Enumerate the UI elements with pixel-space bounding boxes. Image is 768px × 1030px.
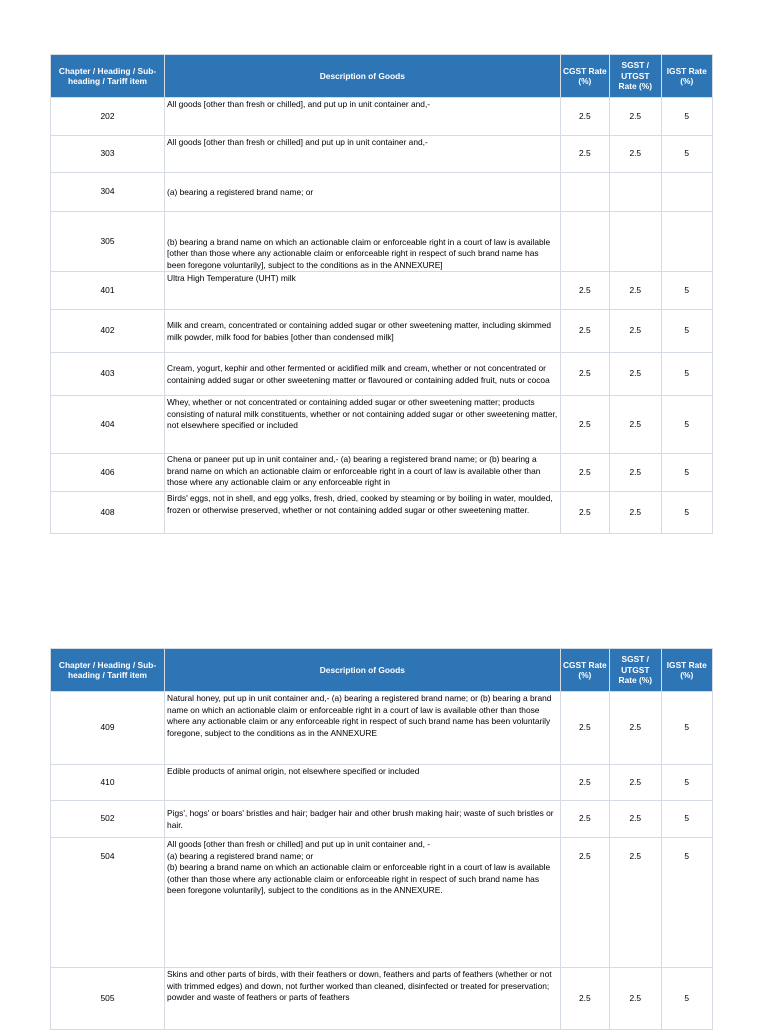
header-igst: IGST Rate (%) — [661, 55, 713, 98]
goods-description: Whey, whether or not concentrated or containing added sugar or other sweetening matter; products consisting of natural milk constituents, whether or not containing added sugar or other sweetening matter, not elsewhere specified or included — [165, 396, 561, 454]
table-row — [51, 173, 713, 212]
sgst-rate: 2.5 — [610, 396, 661, 454]
table-row — [51, 353, 713, 396]
igst-rate — [661, 173, 713, 212]
cgst-rate: 2.5 — [560, 310, 609, 353]
cgst-rate — [560, 173, 609, 212]
igst-rate: 5 — [661, 310, 713, 353]
goods-description: Milk and cream, concentrated or containing added sugar or other sweetening matter, including skimmed milk powder, milk food for babies [other than condensed milk] — [165, 310, 561, 353]
sgst-rate: 2.5 — [610, 454, 661, 492]
header-description: Description of Goods — [165, 649, 561, 692]
table-row — [51, 310, 713, 353]
goods-description: (b) bearing a brand name on which an actionable claim or enforceable right in a court of law is available [other than those where any actionable claim or enforceable right in respect of such brand name has been foregone voluntarily], subject to the conditions as in the ANNEXURE] — [165, 212, 561, 272]
table-row — [51, 838, 713, 968]
igst-rate: 5 — [661, 968, 713, 1030]
header-chapter: Chapter / Heading / Sub-heading / Tariff item — [51, 55, 165, 98]
cgst-rate: 2.5 — [560, 98, 609, 136]
cgst-rate: 2.5 — [560, 838, 609, 968]
goods-description — [165, 838, 561, 968]
gst-rate-table-1 — [50, 54, 713, 534]
cgst-rate: 2.5 — [560, 454, 609, 492]
igst-rate: 5 — [661, 838, 713, 968]
igst-rate: 5 — [661, 765, 713, 801]
goods-description-text: Chena or paneer put up in unit container and,- (a) bearing a registered brand name; or (b) bearing a brand name on which an actionable claim or enforceable right in a court of law is available other than those where any actionable claim or any enforceable right in — [167, 454, 541, 487]
sgst-rate: 2.5 — [610, 838, 661, 968]
sgst-rate — [610, 173, 661, 212]
goods-description — [165, 454, 561, 492]
tariff-code: 401 — [51, 272, 165, 310]
goods-description: Edible products of animal origin, not elsewhere specified or included — [165, 765, 561, 801]
goods-description: (a) bearing a registered brand name; or — [165, 173, 561, 212]
tariff-code: 402 — [51, 310, 165, 353]
igst-rate: 5 — [661, 801, 713, 838]
tariff-code: 303 — [51, 136, 165, 173]
tariff-code: 202 — [51, 98, 165, 136]
table-row — [51, 272, 713, 310]
igst-rate: 5 — [661, 98, 713, 136]
sgst-rate: 2.5 — [610, 272, 661, 310]
header-sgst: SGST / UTGST Rate (%) — [610, 55, 661, 98]
goods-description: Skins and other parts of birds, with their feathers or down, feathers and parts of feathers (whether or not with trimmed edges) and down, not further worked than cleaned, disinfected or treated for preservation; powder and waste of feathers or parts of feathers — [165, 968, 561, 1030]
tariff-code: 505 — [51, 968, 165, 1030]
igst-rate: 5 — [661, 692, 713, 765]
cgst-rate: 2.5 — [560, 692, 609, 765]
table-row — [51, 136, 713, 173]
igst-rate: 5 — [661, 454, 713, 492]
table-row — [51, 492, 713, 534]
sgst-rate: 2.5 — [610, 310, 661, 353]
sgst-rate: 2.5 — [610, 136, 661, 173]
igst-rate: 5 — [661, 396, 713, 454]
header-cgst: CGST Rate (%) — [560, 55, 609, 98]
table-row — [51, 98, 713, 136]
goods-description: Pigs', hogs' or boars' bristles and hair; badger hair and other brush making hair; waste of such bristles or hair. — [165, 801, 561, 838]
sgst-rate: 2.5 — [610, 692, 661, 765]
goods-description: All goods [other than fresh or chilled] and put up in unit container and,- — [165, 136, 561, 173]
header-description: Description of Goods — [165, 55, 561, 98]
tariff-code: 409 — [51, 692, 165, 765]
table-row — [51, 212, 713, 272]
goods-description: Cream, yogurt, kephir and other fermented or acidified milk and cream, whether or not concentrated or containing added sugar or other sweetening matter or flavoured or containing added fruit, nuts or cocoa — [165, 353, 561, 396]
igst-rate: 5 — [661, 272, 713, 310]
igst-rate — [661, 212, 713, 272]
description-intro: All goods [other than fresh or chilled] and put up in unit container and, - — [167, 839, 431, 849]
tariff-code: 305 — [51, 212, 165, 272]
description-clause-a: (a) bearing a registered brand name; or — [167, 850, 314, 861]
sgst-rate: 2.5 — [610, 98, 661, 136]
table-row — [51, 396, 713, 454]
sgst-rate: 2.5 — [610, 353, 661, 396]
cgst-rate: 2.5 — [560, 765, 609, 801]
table-row — [51, 801, 713, 838]
table-row — [51, 454, 713, 492]
tariff-code: 504 — [51, 838, 165, 968]
tariff-code: 406 — [51, 454, 165, 492]
sgst-rate: 2.5 — [610, 968, 661, 1030]
cgst-rate: 2.5 — [560, 492, 609, 534]
table-header-row — [51, 649, 713, 692]
table-row — [51, 968, 713, 1030]
gst-rate-table-2 — [50, 648, 713, 1030]
sgst-rate — [610, 212, 661, 272]
table-row — [51, 765, 713, 801]
header-igst: IGST Rate (%) — [661, 649, 713, 692]
igst-rate: 5 — [661, 492, 713, 534]
header-cgst: CGST Rate (%) — [560, 649, 609, 692]
goods-description: All goods [other than fresh or chilled], and put up in unit container and,- — [165, 98, 561, 136]
goods-description: Birds' eggs, not in shell, and egg yolks, fresh, dried, cooked by steaming or by boiling in water, moulded, frozen or otherwise preserved, whether or not containing added sugar or other sweetening matter. — [165, 492, 561, 534]
tariff-code: 410 — [51, 765, 165, 801]
sgst-rate: 2.5 — [610, 801, 661, 838]
goods-description: Ultra High Temperature (UHT) milk — [165, 272, 561, 310]
header-sgst: SGST / UTGST Rate (%) — [610, 649, 661, 692]
tariff-code: 304 — [51, 173, 165, 212]
tariff-code: 502 — [51, 801, 165, 838]
igst-rate: 5 — [661, 353, 713, 396]
tariff-code: 403 — [51, 353, 165, 396]
cgst-rate: 2.5 — [560, 353, 609, 396]
table-row — [51, 692, 713, 765]
sgst-rate: 2.5 — [610, 765, 661, 801]
tariff-code: 404 — [51, 396, 165, 454]
cgst-rate: 2.5 — [560, 801, 609, 838]
cgst-rate — [560, 212, 609, 272]
cgst-rate: 2.5 — [560, 396, 609, 454]
cgst-rate: 2.5 — [560, 136, 609, 173]
sgst-rate: 2.5 — [610, 492, 661, 534]
tariff-code: 408 — [51, 492, 165, 534]
cgst-rate: 2.5 — [560, 968, 609, 1030]
description-clause-b: (b) bearing a brand name on which an actionable claim or enforceable right in a court of law is available (other than those where any actionable claim or enforceable right in respect of such brand name has been foregone voluntarily], subject to the conditions as in the ANNEXURE. — [167, 862, 551, 895]
goods-description: Natural honey, put up in unit container and,- (a) bearing a registered brand name; or (b) bearing a brand name on which an actionable claim or enforceable right in a court of law is available other than those where any actionable claim or any enforceable right in respect of such brand name has been voluntarily foregone, subject to the conditions as in the ANNEXURE — [165, 692, 561, 765]
header-chapter: Chapter / Heading / Sub-heading / Tariff item — [51, 649, 165, 692]
igst-rate: 5 — [661, 136, 713, 173]
cgst-rate: 2.5 — [560, 272, 609, 310]
table-header-row — [51, 55, 713, 98]
